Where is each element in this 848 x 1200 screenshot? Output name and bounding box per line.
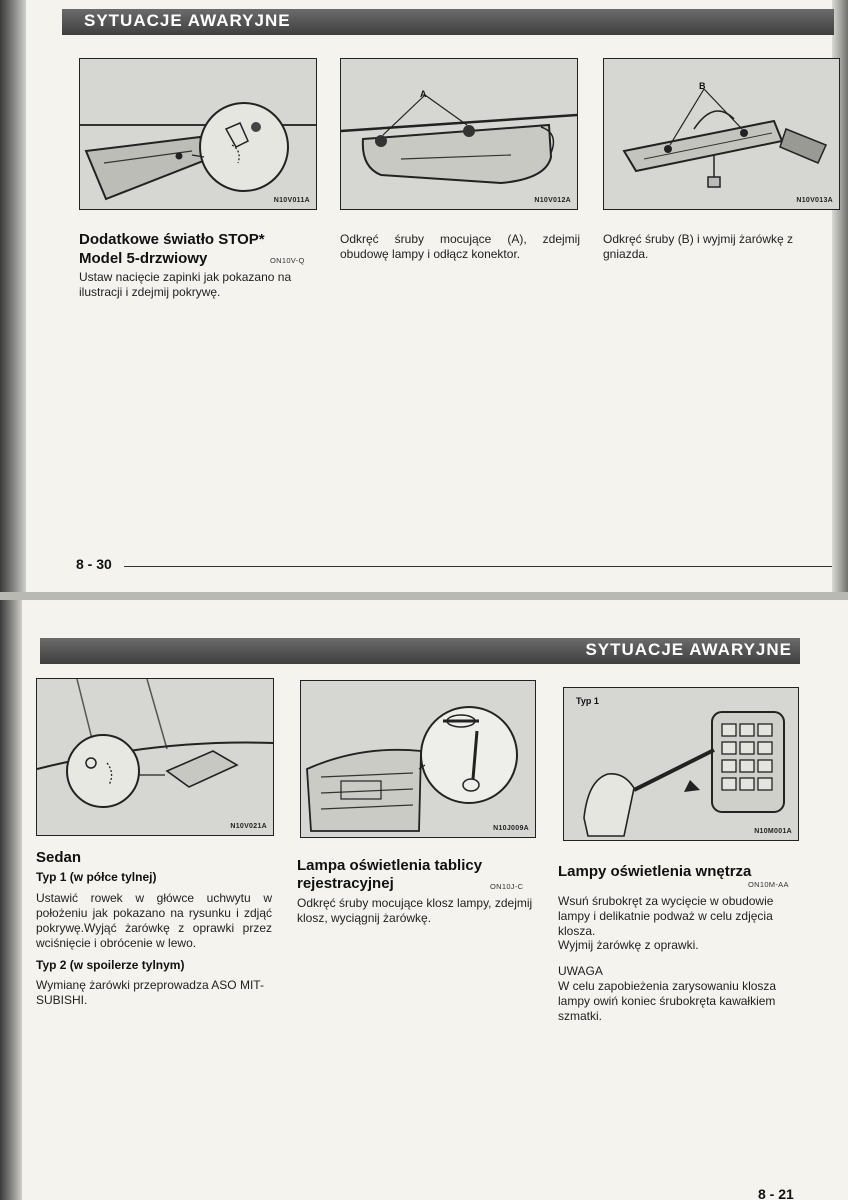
subheading-type-1: Typ 1 (w półce tylnej): [36, 870, 157, 884]
instruction-text: Wsuń śrubokręt za wycięcie w obudowie lampy i delikatnie podważ w celu zdjęcia klosza.: [558, 894, 774, 938]
figure-lamp-housing-screws: [340, 58, 578, 210]
type-label: Typ 1: [576, 696, 599, 706]
heading-interior-lamps: Lampy oświetlenia wnętrza: [558, 863, 752, 880]
heading-extra-stop-light: Dodatkowe światło STOP*: [79, 231, 265, 248]
instruction-text: Odkręć śruby mocujące (A), zdejmij obudowę lampy i odłącz konektor.: [340, 232, 580, 261]
instruction-text: Ustaw nacięcie zapinki jak pokazano na ilustracji i zdejmij pokrywę.: [79, 270, 292, 299]
figure-code: N10V011A: [273, 197, 310, 204]
figure-code: N10V021A: [230, 823, 267, 830]
rear-shelf-illustration: [37, 679, 273, 835]
heading-sedan: Sedan: [36, 849, 82, 866]
page-binding-shadow: [0, 600, 22, 1200]
instruction-text: Odkręć śruby mocujące klosz lampy, zdejmij klosz, wyciągnij żarówkę.: [297, 896, 533, 925]
interior-lamp-illustration: [564, 688, 798, 840]
bulb-socket-illustration: [604, 59, 839, 209]
figure-code: N10J009A: [493, 825, 529, 832]
footer-rule: [124, 566, 832, 567]
reference-code: ON10M-AA: [748, 880, 789, 889]
section-banner: [62, 9, 834, 35]
page-number: 8 - 21: [758, 1186, 794, 1200]
figure-rear-shelf-light: [36, 678, 274, 836]
instruction-text: Wyjmij żarówkę z oprawki.: [558, 938, 699, 952]
section-title: SYTUACJE AWARYJNE: [585, 640, 792, 659]
reference-code: ON10V-Q: [270, 256, 305, 265]
instruction-text: Ustawić rowek w główce uchwytu w położeniu jak pokazano na rysunku i zdjąć pokrywę.Wyjąć żarówkę z oprawki przez wciśnięcie i obrócenie w lewo.: [36, 891, 272, 950]
figure-code: N10M001A: [754, 828, 792, 835]
license-plate-lamp-illustration: [301, 681, 535, 837]
heading-registration: rejestracyjnej: [297, 875, 394, 892]
reference-code: ON10J-C: [490, 882, 524, 891]
lamp-housing-illustration: [341, 59, 577, 209]
subheading-type-2: Typ 2 (w spoilerze tylnym): [36, 958, 185, 972]
page-number: 8 - 30: [76, 556, 112, 572]
callout-a-label: A: [420, 89, 427, 99]
section-title: SYTUACJE AWARYJNE: [84, 11, 291, 30]
top-page: [0, 0, 848, 592]
figure-bulb-socket: [603, 58, 840, 210]
heading-license-plate-lamp: Lampa oświetlenia tablicy: [297, 857, 483, 874]
note-title: UWAGA: [558, 964, 603, 978]
instruction-text: Wymianę żarówki przeprowadza ASO MIT-SUBISHI.: [36, 978, 264, 1007]
page-binding-shadow: [0, 0, 26, 592]
figure-interior-lamp: [563, 687, 799, 841]
instruction-text: Odkręć śruby (B) i wyjmij żarówkę z gniazda.: [603, 232, 794, 261]
figure-code: N10V013A: [796, 197, 833, 204]
figure-license-plate-lamp: [300, 680, 536, 838]
bottom-page: [0, 600, 848, 1200]
figure-stop-light-cover: [79, 58, 317, 210]
heading-5-door-model: Model 5-drzwiowy: [79, 250, 208, 267]
callout-b-label: B: [699, 81, 706, 91]
figure-code: N10V012A: [534, 197, 571, 204]
stop-light-illustration: [80, 59, 316, 209]
section-banner: [40, 638, 800, 664]
note-text: W celu zapobieżenia zarysowaniu klosza lampy owiń koniec śrubokręta kawałkiem szmatki.: [558, 979, 777, 1023]
